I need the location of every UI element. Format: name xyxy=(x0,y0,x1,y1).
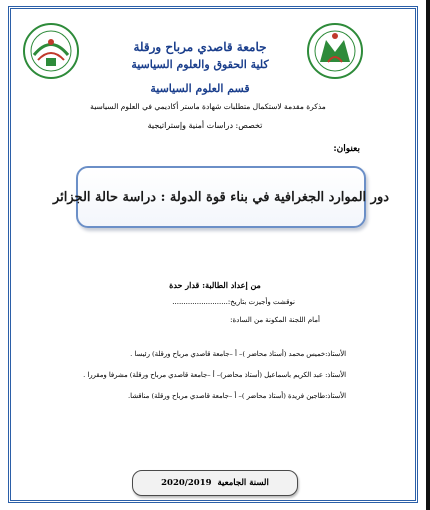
specialization: تخصص: دراسات أمنية وإستراتيجية xyxy=(147,121,263,130)
university-logo-left xyxy=(22,22,80,80)
student-name: من إعداد الطالبة: قدار حدة xyxy=(169,280,261,290)
discussion-date: نوقشت وأجيزت بتاريخ:......................... xyxy=(172,298,295,306)
department-name: قسم العلوم السياسية xyxy=(150,82,250,95)
faculty-name: كلية الحقوق والعلوم السياسية xyxy=(131,58,269,71)
memo-description: مذكرة مقدمة لاستكمال متطلبات شهادة ماستر أكاديمي في العلوم السياسية xyxy=(90,102,326,111)
thesis-title: دور الموارد الجغرافية في بناء قوة الدولة : دراسة حالة الجزائر xyxy=(52,189,390,205)
university-name: جامعة قاصدي مرباح ورقلة xyxy=(133,40,267,54)
titled-label: بعنوان: xyxy=(333,144,360,154)
academic-year-label: السنة الجامعية xyxy=(217,478,269,488)
committee-member: الأستاذ: عبد الكريم باسماعيل (أستاذ محاضر)– أ –جامعة قاصدي مرباح ورقلة) مشرفا ومقررا . xyxy=(83,371,346,379)
thesis-title-box xyxy=(52,166,390,228)
committee-heading: أمام اللجنة المكونة من السادة: xyxy=(230,316,320,324)
academic-year-value: 2020/2019 xyxy=(161,478,212,488)
committee-member: الأستاذ:طاجين فريدة (أستاذ محاضر )– أ –جامعة قاصدي مرباح ورقلة) مناقشا. xyxy=(128,392,346,400)
committee-member: الأستاذ:خميس محمد (أستاذ محاضر )– أ –جامعة قاصدي مرباح ورقلة) رئيسا . xyxy=(130,350,346,358)
academic-year-box xyxy=(132,470,298,496)
page-edge-shadow xyxy=(426,0,430,510)
page-border xyxy=(8,6,418,503)
faculty-logo-right xyxy=(306,22,364,80)
